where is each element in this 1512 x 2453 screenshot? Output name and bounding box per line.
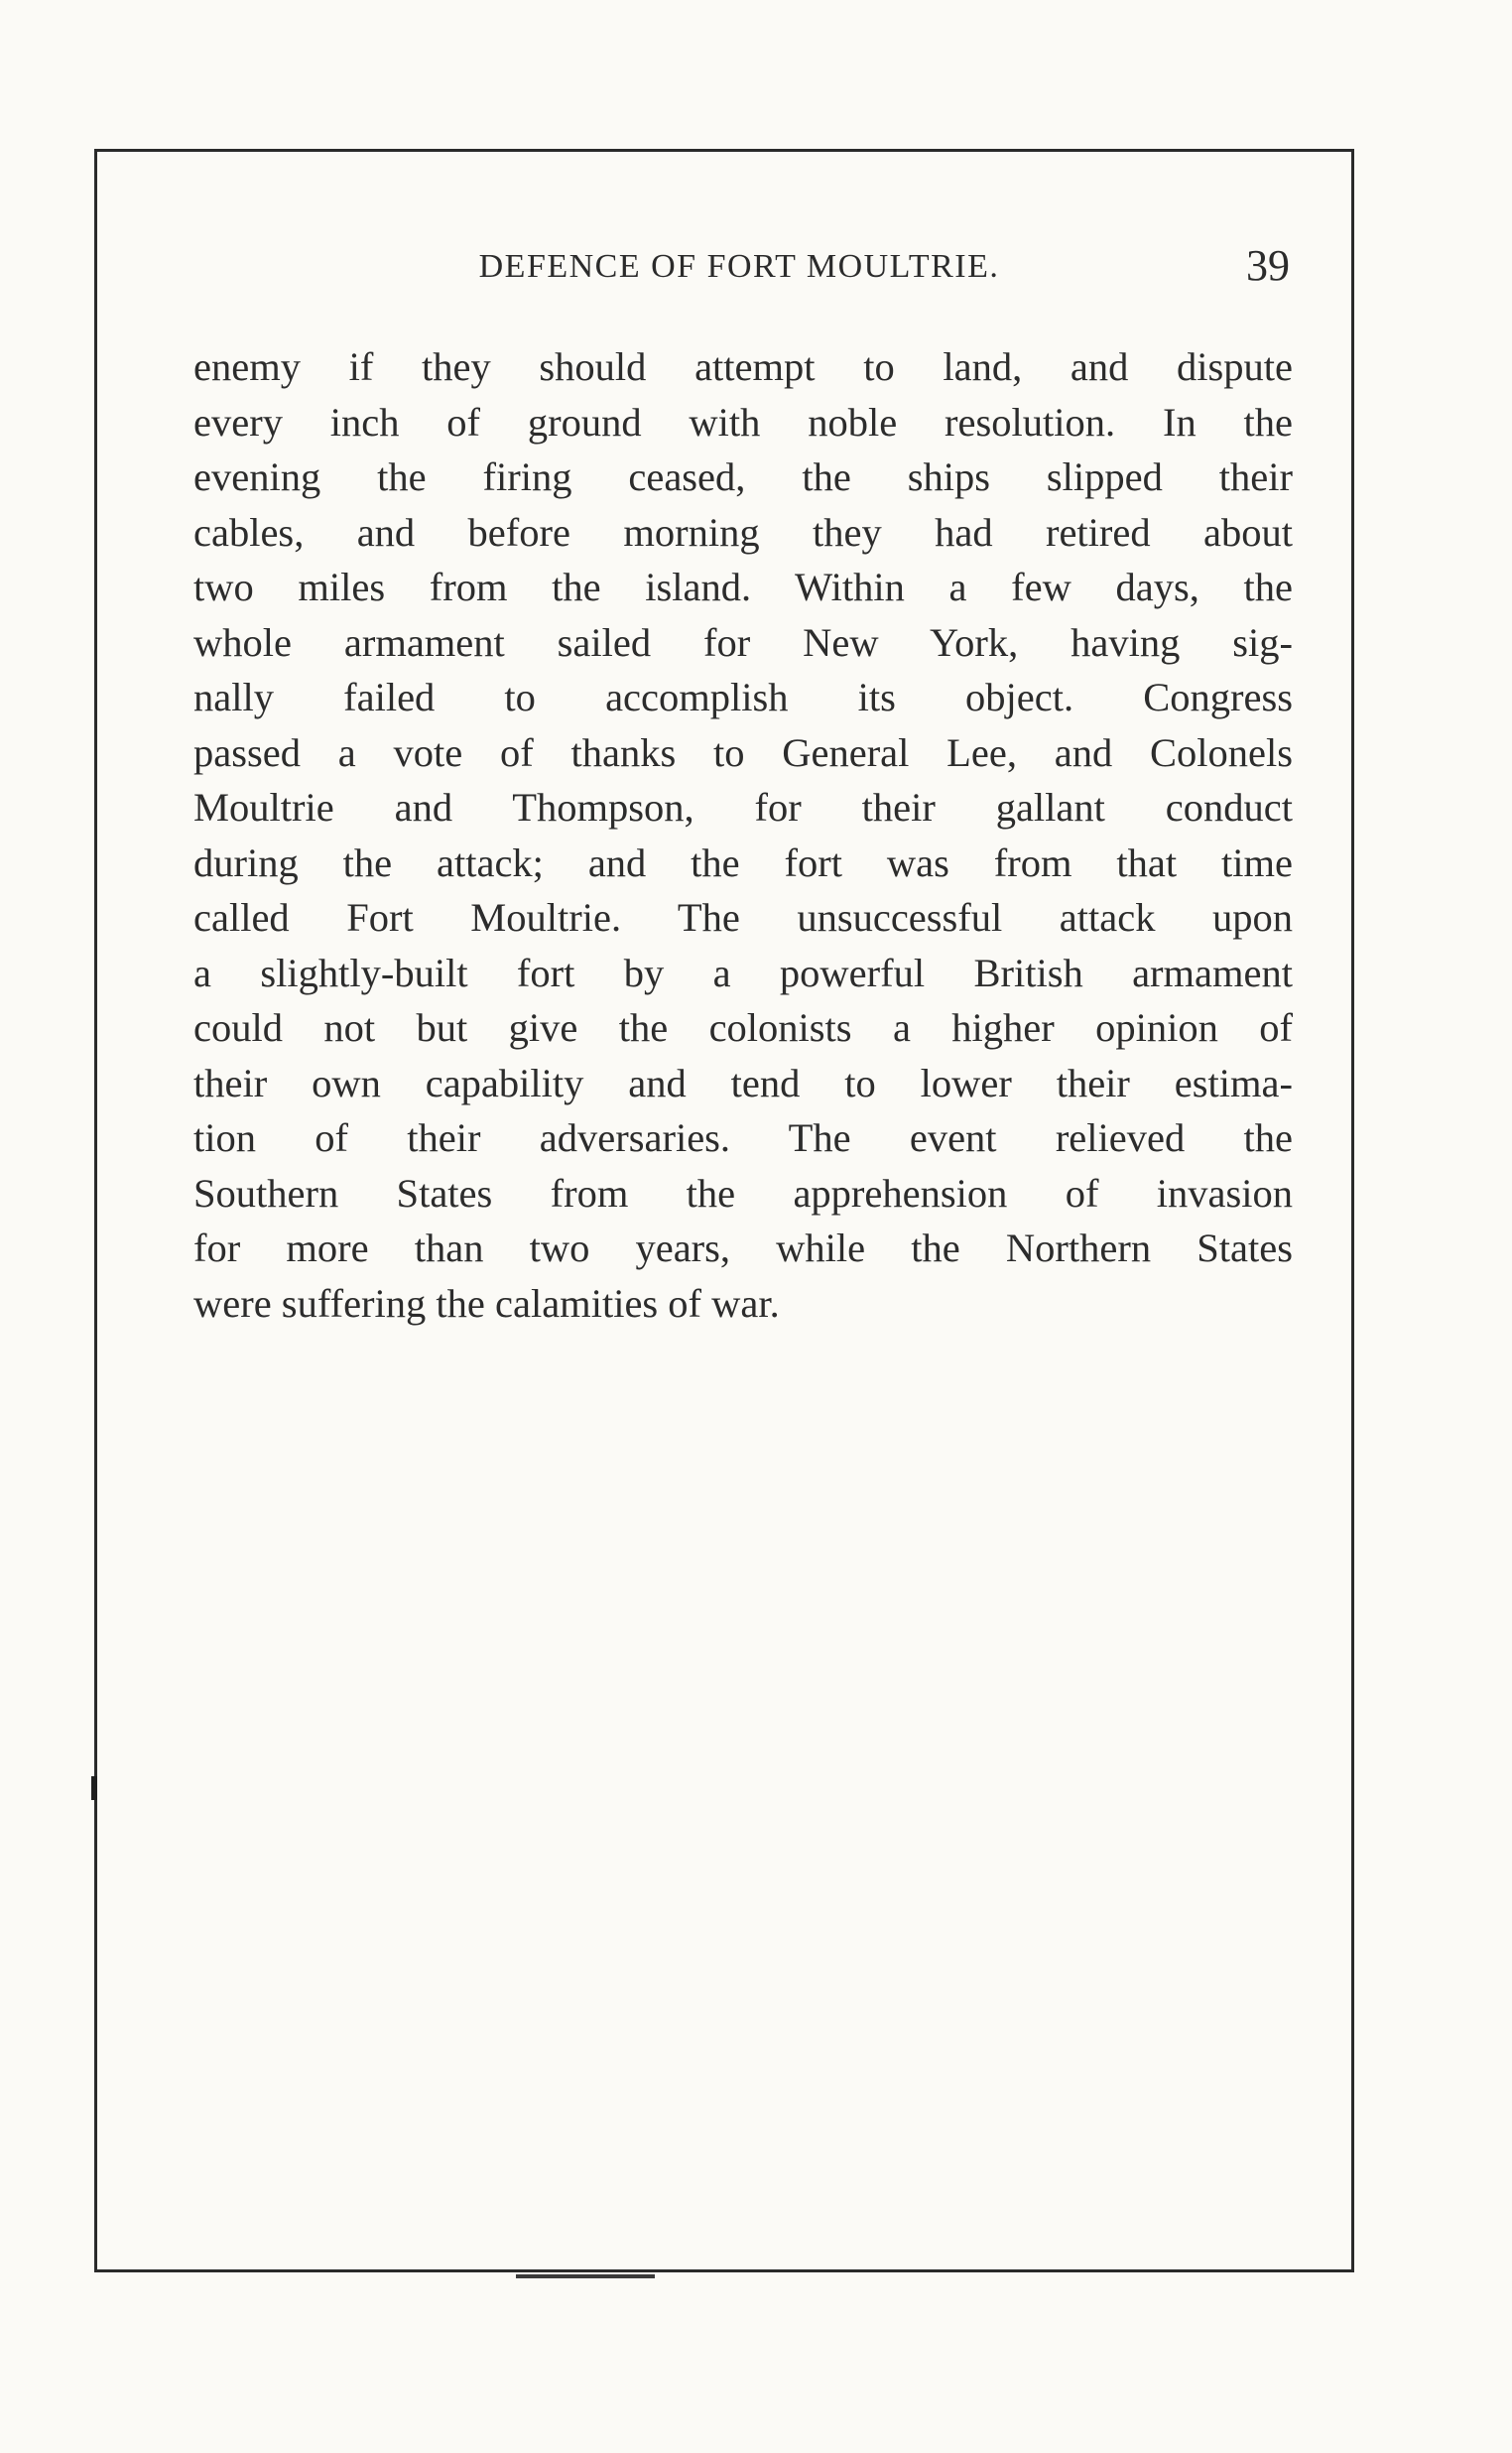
text-line: evening the firing ceased, the ships slipped their [193,454,1293,499]
text-line: could not but give the colonists a higher opinion of [193,1005,1293,1050]
text-line: passed a vote of thanks to General Lee, and Colonels [193,729,1293,775]
text-line: every inch of ground with noble resolution. In the [193,399,1293,445]
margin-mark [91,1776,97,1800]
body-paragraph [193,339,1293,1331]
text-line: nally failed to accomplish its object. Congress [193,675,1293,719]
text-line: Southern States from the apprehension of invasion [193,1170,1293,1216]
bottom-rule-mark [516,2274,655,2278]
text-line: enemy if they should attempt to land, and dispute [193,344,1293,389]
running-header [189,240,1290,300]
text-line: whole armament sailed for New York, having sig- [193,619,1293,665]
text-line: for more than two years, while the Northern States [193,1226,1293,1270]
text-line: a slightly-built fort by a powerful British armament [193,950,1293,995]
text-line: called Fort Moultrie. The unsuccessful attack upon [193,895,1293,940]
running-title: DEFENCE OF FORT MOULTRIE. [478,248,1000,285]
page-number: 39 [1246,241,1290,290]
text-line: were suffering the calamities of war. [193,1280,780,1326]
text-line: their own capability and tend to lower their estima- [193,1060,1293,1105]
text-line: during the attack; and the fort was from that time [193,839,1293,885]
text-line: Moultrie and Thompson, for their gallant conduct [193,785,1293,830]
text-line: two miles from the island. Within a few days, the [193,565,1293,609]
text-line: tion of their adversaries. The event relieved the [193,1115,1293,1160]
text-line: cables, and before morning they had retired about [193,509,1293,555]
